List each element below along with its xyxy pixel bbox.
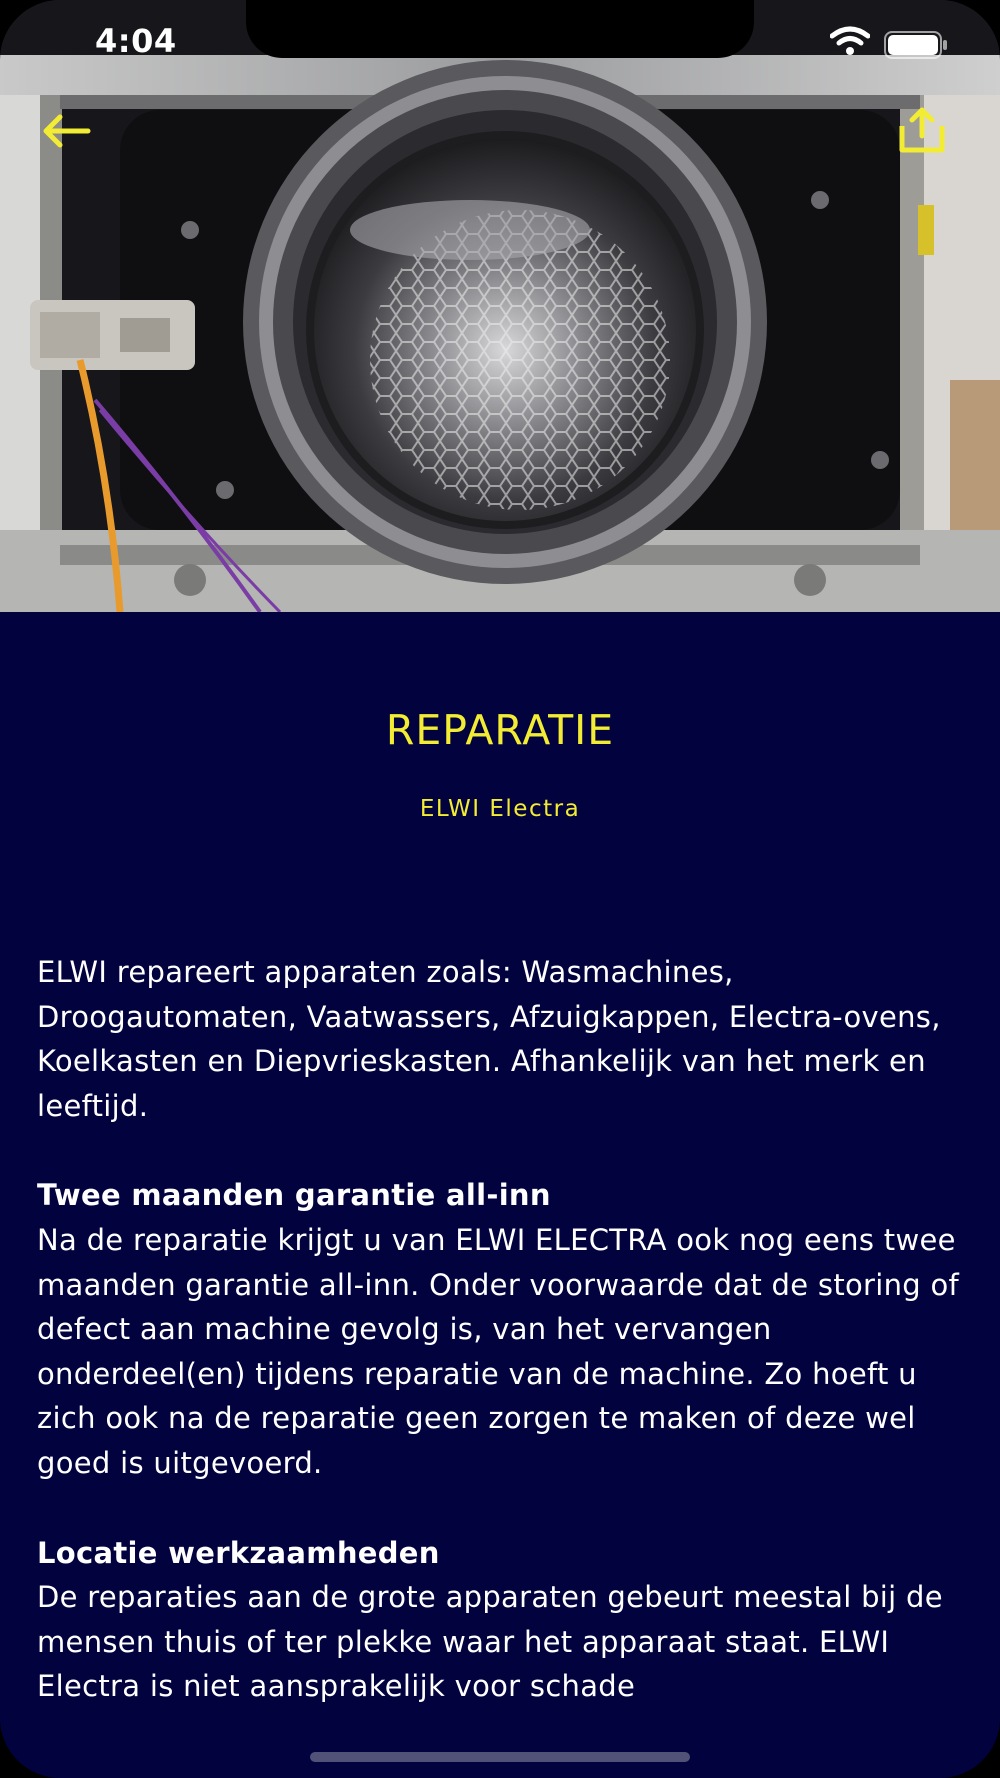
device-notch <box>246 0 754 58</box>
arrow-left-icon <box>36 106 96 156</box>
home-indicator[interactable] <box>310 1752 690 1762</box>
section-locatie <box>37 1531 967 1709</box>
battery-icon <box>884 31 948 63</box>
status-time: 4:04 <box>95 22 177 60</box>
section-text: Na de reparatie krijgt u van ELWI ELECTRA ook nog eens twee maanden garantie all-inn. Onder voorwaarde dat de storing of defect aan machine gevolg is, van het vervangen onderdeel(en) tijdens reparatie van de machine. Zo hoeft u zich ook na de reparatie geen zorgen te maken of deze wel goed is uitgevoerd. <box>37 1222 960 1480</box>
section-text: De reparaties aan de grote apparaten gebeurt meestal bij de mensen thuis of ter plekke waar het apparaat staat. ELWI Electra is niet aansprakelijk voor schade <box>37 1580 943 1704</box>
article-body <box>37 950 967 1754</box>
section-garantie <box>37 1173 967 1485</box>
wifi-icon <box>830 26 870 60</box>
section-heading: Twee maanden garantie all-inn <box>37 1178 551 1213</box>
share-button[interactable] <box>894 106 950 156</box>
washing-machine-illustration <box>0 0 1000 612</box>
back-button[interactable] <box>36 106 96 156</box>
page-subtitle: ELWI Electra <box>419 796 581 822</box>
section-heading: Locatie werkzaamheden <box>37 1535 440 1570</box>
intro-paragraph: ELWI repareert apparaten zoals: Wasmachines, Droogautomaten, Vaatwassers, Afzuigkappen, Electra-ovens, Koelkasten en Diepvrieskasten. Afhankelijk van het merk en leeftijd. <box>37 955 941 1123</box>
share-icon <box>894 106 950 156</box>
page-title: REPARATIE <box>385 706 615 754</box>
hero-image <box>0 0 1000 612</box>
